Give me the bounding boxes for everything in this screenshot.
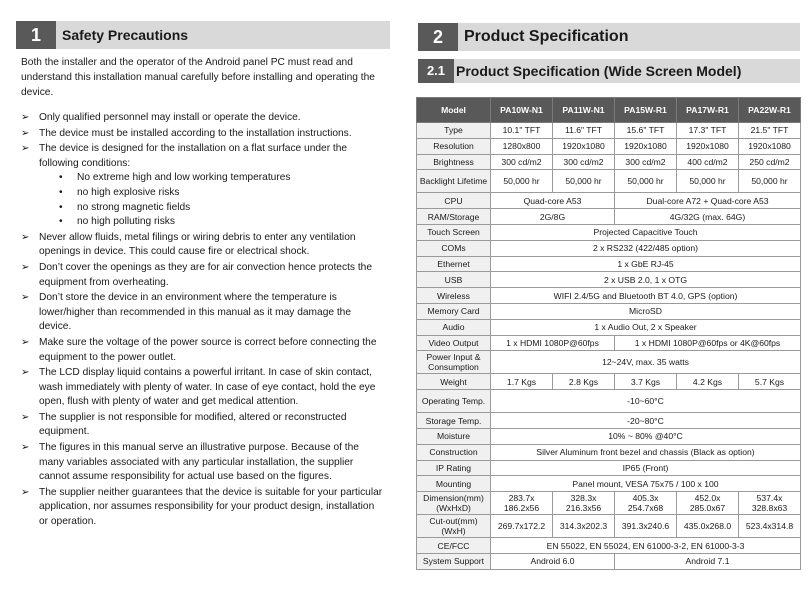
row-label: Mounting: [417, 476, 491, 492]
list-item-text: Don’t cover the openings as they are for air convection hence protects the equipment from overheating.: [39, 261, 372, 288]
header-cell: PA22W-R1: [739, 98, 801, 123]
table-cell: 4G/32G (max. 64G): [615, 209, 801, 225]
row-label: Power Input & Consumption: [417, 351, 491, 374]
table-cell: 2G/8G: [491, 209, 615, 225]
table-cell: 17.3" TFT: [677, 123, 739, 139]
table-cell: Quad-core A53: [491, 193, 615, 209]
row-label: Operating Temp.: [417, 390, 491, 413]
list-item: [39, 186, 386, 201]
row-label: Construction: [417, 444, 491, 460]
list-item-text: Never allow fluids, metal filings or wiring debris to enter any ventilation openings in device. This could cause fire or electrical shock.: [39, 231, 356, 258]
list-item-text: The LCD display liquid contains a powerful irritant. In case of skin contact, wash immediately with plenty of water. In case of eye contact, hold the eye open, flush with plenty of water and get medical attention.: [39, 367, 376, 408]
bullet-dot-icon: •: [59, 216, 63, 228]
list-item: [21, 142, 386, 230]
table-row: [417, 515, 801, 538]
table-cell: 1 x Audio Out, 2 x Speaker: [491, 319, 801, 335]
arrow-bullet-icon: ➢: [21, 231, 30, 243]
table-row: [417, 413, 801, 429]
row-label: Moisture: [417, 428, 491, 444]
table-row: [417, 272, 801, 288]
table-row: [417, 224, 801, 240]
section-2-title: Product Specification: [464, 28, 629, 45]
header-cell: PA17W-R1: [677, 98, 739, 123]
arrow-bullet-icon: ➢: [21, 127, 30, 139]
table-cell: Dual-core A72 + Quad-core A53: [615, 193, 801, 209]
table-cell: 250 cd/m2: [739, 154, 801, 170]
table-row: [417, 428, 801, 444]
row-label: Weight: [417, 374, 491, 390]
table-cell: 2 x RS232 (422/485 option): [491, 240, 801, 256]
table-cell: 1920x1080: [739, 138, 801, 154]
table-row: [417, 193, 801, 209]
list-item-text: The figures in this manual serve an illustrative purpose. Because of the many variables associated with any particular installation, the supplier cannot assume responsibility for actual use based on the figures.: [39, 442, 359, 483]
list-item: [21, 127, 386, 142]
table-cell: 269.7x172.2: [491, 515, 553, 538]
table-row: [417, 492, 801, 515]
table-row: [417, 553, 801, 569]
table-cell: 5.7 Kgs: [739, 374, 801, 390]
arrow-bullet-icon: ➢: [21, 143, 30, 155]
row-label: Cut-out(mm) (WxH): [417, 515, 491, 538]
table-cell: 391.3x240.6: [615, 515, 677, 538]
list-item: [39, 201, 386, 216]
table-row: [417, 538, 801, 554]
table-cell: 523.4x314.8: [739, 515, 801, 538]
arrow-bullet-icon: ➢: [21, 261, 30, 273]
list-item: [39, 171, 386, 186]
table-row: [417, 390, 801, 413]
table-row: [417, 460, 801, 476]
list-item: [21, 441, 386, 485]
bullet-dot-icon: •: [59, 201, 63, 213]
row-label: CPU: [417, 193, 491, 209]
list-item-text: No extreme high and low working temperatures: [77, 172, 291, 184]
section-1-number: 1: [16, 21, 56, 49]
table-cell: 50,000 hr: [677, 170, 739, 193]
table-cell: 50,000 hr: [491, 170, 553, 193]
table-cell: IP65 (Front): [491, 460, 801, 476]
list-item-text: no high polluting risks: [77, 216, 175, 228]
table-cell: 2 x USB 2.0, 1 x OTG: [491, 272, 801, 288]
table-row: [417, 138, 801, 154]
list-item-text: no strong magnetic fields: [77, 201, 191, 213]
table-row: [417, 170, 801, 193]
table-cell: EN 55022, EN 55024, EN 61000-3-2, EN 61000-3-3: [491, 538, 801, 554]
list-item: [21, 486, 386, 530]
arrow-bullet-icon: ➢: [21, 486, 30, 498]
list-item-text: The device must be installed according to the installation instructions.: [39, 127, 352, 139]
table-cell: Panel mount, VESA 75x75 / 100 x 100: [491, 476, 801, 492]
table-cell: 2.8 Kgs: [553, 374, 615, 390]
table-cell: 12~24V, max. 35 watts: [491, 351, 801, 374]
list-item-text: Don’t store the device in an environment where the temperature is lower/higher than recommended in this manual as it may damage the device.: [39, 292, 352, 333]
table-cell: Silver Aluminum front bezel and chassis (Black as option): [491, 444, 801, 460]
table-cell: Android 6.0: [491, 553, 615, 569]
spec-table: [416, 97, 801, 570]
list-item: [21, 231, 386, 260]
table-cell: 4.2 Kgs: [677, 374, 739, 390]
section-2-1-header: [418, 59, 800, 83]
table-cell: -20~80°C: [491, 413, 801, 429]
row-label: RAM/Storage: [417, 209, 491, 225]
table-row: [417, 335, 801, 351]
table-cell: Android 7.1: [615, 553, 801, 569]
table-cell: 400 cd/m2: [677, 154, 739, 170]
row-label: Ethernet: [417, 256, 491, 272]
list-item-text: no high explosive risks: [77, 186, 180, 198]
header-cell: PA11W-N1: [553, 98, 615, 123]
table-row: [417, 476, 801, 492]
section-2-number: 2: [418, 23, 458, 51]
list-item: [21, 411, 386, 440]
list-item: [21, 291, 386, 335]
row-label: Wireless: [417, 288, 491, 304]
table-cell: 15.6" TFT: [615, 123, 677, 139]
table-row: [417, 374, 801, 390]
list-item-text: Make sure the voltage of the power source is correct before connecting the equipment to the power outlet.: [39, 336, 377, 363]
conditions-list: [39, 171, 386, 229]
list-item: [21, 336, 386, 365]
section-2-header: [418, 23, 800, 51]
table-row: [417, 444, 801, 460]
table-cell: 11.6" TFT: [553, 123, 615, 139]
table-cell: 300 cd/m2: [553, 154, 615, 170]
row-label: USB: [417, 272, 491, 288]
list-item: [39, 215, 386, 230]
table-cell: MicroSD: [491, 303, 801, 319]
table-header-row: [417, 98, 801, 123]
table-cell: -10~60°C: [491, 390, 801, 413]
list-item: [21, 366, 386, 410]
table-cell: 1 x HDMI 1080P@60fps: [491, 335, 615, 351]
section-1-title: Safety Precautions: [62, 27, 189, 43]
table-cell: 435.0x268.0: [677, 515, 739, 538]
list-item-text: Only qualified personnel may install or operate the device.: [39, 112, 301, 123]
section-2-1-number: 2.1: [418, 59, 454, 83]
arrow-bullet-icon: ➢: [21, 112, 30, 123]
table-cell: 452.0x 285.0x67: [677, 492, 739, 515]
table-cell: 50,000 hr: [553, 170, 615, 193]
table-row: [417, 288, 801, 304]
table-cell: 21.5" TFT: [739, 123, 801, 139]
table-cell: 300 cd/m2: [615, 154, 677, 170]
table-cell: 10% ~ 80% @40°C: [491, 428, 801, 444]
table-cell: WIFI 2.4/5G and Bluetooth BT 4.0, GPS (option): [491, 288, 801, 304]
table-cell: 10.1" TFT: [491, 123, 553, 139]
bullet-dot-icon: •: [59, 186, 63, 198]
row-label: Backlight Lifetime: [417, 170, 491, 193]
arrow-bullet-icon: ➢: [21, 442, 30, 454]
table-row: [417, 209, 801, 225]
table-cell: 1920x1080: [615, 138, 677, 154]
table-cell: 1 x GbE RJ-45: [491, 256, 801, 272]
header-cell: Model: [417, 98, 491, 123]
table-cell: 405.3x 254.7x68: [615, 492, 677, 515]
row-label: Brightness: [417, 154, 491, 170]
table-cell: 50,000 hr: [615, 170, 677, 193]
table-cell: 328.3x 216.3x56: [553, 492, 615, 515]
table-row: [417, 240, 801, 256]
row-label: Dimension(mm) (WxHxD): [417, 492, 491, 515]
bullet-dot-icon: •: [59, 172, 63, 184]
header-cell: PA10W-N1: [491, 98, 553, 123]
safety-list: [21, 111, 386, 531]
row-label: COMs: [417, 240, 491, 256]
table-cell: 3.7 Kgs: [615, 374, 677, 390]
table-cell: 283.7x 186.2x56: [491, 492, 553, 515]
list-item: [21, 111, 386, 126]
row-label: IP Rating: [417, 460, 491, 476]
table-row: [417, 256, 801, 272]
table-cell: Projected Capacitive Touch: [491, 224, 801, 240]
row-label: CE/FCC: [417, 538, 491, 554]
table-row: [417, 123, 801, 139]
row-label: Audio: [417, 319, 491, 335]
section-2-1-title: Product Specification (Wide Screen Model): [456, 63, 742, 79]
table-row: [417, 303, 801, 319]
list-item-text: The device is designed for the installation on a flat surface under the following conditions:: [39, 143, 348, 169]
header-cell: PA15W-R1: [615, 98, 677, 123]
intro-paragraph: Both the installer and the operator of the Android panel PC must read and understand this installation manual carefully before installing and operating the device.: [21, 57, 375, 98]
arrow-bullet-icon: ➢: [21, 367, 30, 379]
list-item-text: The supplier neither guarantees that the device is suitable for your particular application, nor assumes responsibility for your product design, installation or operation.: [39, 486, 383, 528]
table-cell: 1920x1080: [677, 138, 739, 154]
row-label: Video Output: [417, 335, 491, 351]
table-row: [417, 319, 801, 335]
table-cell: 314.3x202.3: [553, 515, 615, 538]
row-label: Memory Card: [417, 303, 491, 319]
row-label: Resolution: [417, 138, 491, 154]
list-item-text: The supplier is not responsible for modified, altered or reconstructed equipment.: [39, 411, 347, 438]
table-cell: 1.7 Kgs: [491, 374, 553, 390]
table-cell: 1 x HDMI 1080P@60fps or 4K@60fps: [615, 335, 801, 351]
table-row: [417, 351, 801, 374]
table-row: [417, 154, 801, 170]
arrow-bullet-icon: ➢: [21, 336, 30, 348]
table-cell: 50,000 hr: [739, 170, 801, 193]
table-cell: 537.4x 328.8x63: [739, 492, 801, 515]
table-cell: 1920x1080: [553, 138, 615, 154]
arrow-bullet-icon: ➢: [21, 292, 30, 304]
row-label: Touch Screen: [417, 224, 491, 240]
list-item: [21, 261, 386, 290]
row-label: Type: [417, 123, 491, 139]
table-cell: 300 cd/m2: [491, 154, 553, 170]
row-label: Storage Temp.: [417, 413, 491, 429]
table-cell: 1280x800: [491, 138, 553, 154]
arrow-bullet-icon: ➢: [21, 411, 30, 423]
row-label: System Support: [417, 553, 491, 569]
section-1-header: [16, 21, 390, 49]
